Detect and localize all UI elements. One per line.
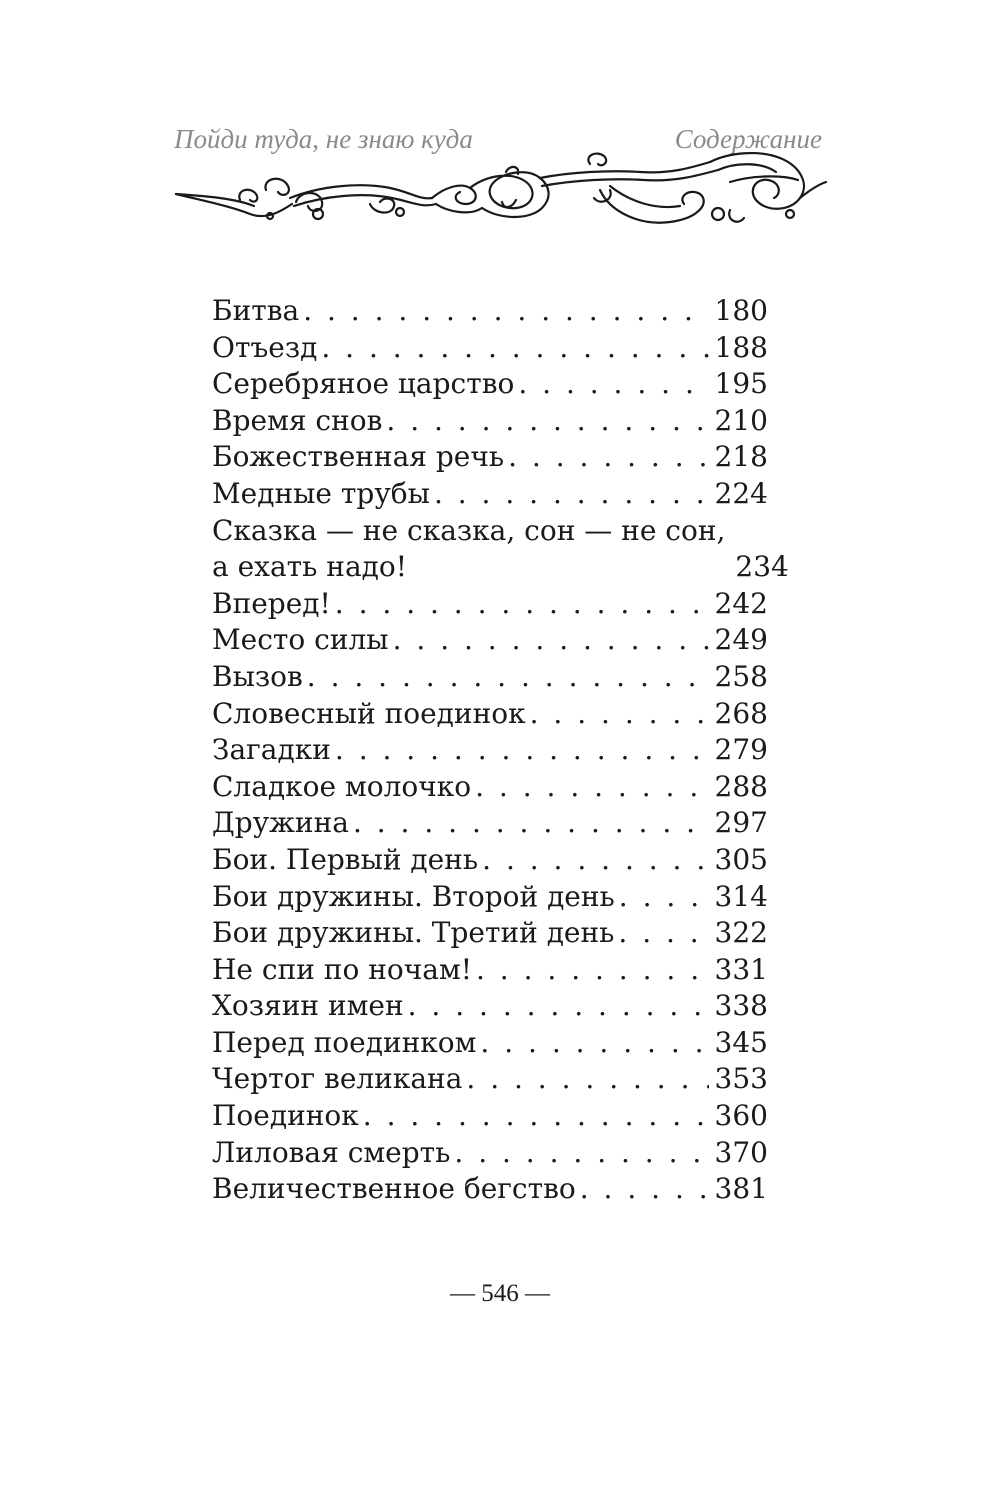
toc-entry[interactable] xyxy=(212,769,768,806)
page-number: — 546 — xyxy=(450,1280,550,1307)
toc-entry[interactable] xyxy=(212,1098,768,1135)
dot-leader xyxy=(482,842,708,879)
dot-leader xyxy=(508,439,708,476)
dot-leader xyxy=(618,915,708,952)
dot-leader xyxy=(619,879,709,916)
toc-entry[interactable] xyxy=(212,439,768,476)
toc-entry-title: Битва xyxy=(212,294,300,327)
toc-entry-title-line-2: а ехать надо! xyxy=(212,550,407,584)
toc-entry-title: Перед поединком xyxy=(212,1025,477,1059)
toc-entry-title: Сладкое молочко xyxy=(212,769,472,803)
toc-entry-title xyxy=(212,513,725,586)
toc-entry[interactable] xyxy=(212,732,768,769)
dot-leader xyxy=(393,622,709,659)
toc-entry-page: 279 xyxy=(714,733,768,767)
toc-entry[interactable] xyxy=(212,879,768,916)
toc-entry-page: 345 xyxy=(714,1025,768,1059)
dot-leader xyxy=(303,293,708,330)
toc-entry-title: Лиловая смерть xyxy=(212,1135,451,1169)
toc-entry[interactable] xyxy=(212,476,768,513)
toc-entry-page: 234 xyxy=(735,550,789,584)
toc-entry-title: Вперед! xyxy=(212,586,331,620)
dot-leader xyxy=(475,769,708,806)
dot-leader xyxy=(353,805,709,842)
toc-entry-page: 249 xyxy=(714,623,768,657)
toc-entry-page: 360 xyxy=(714,1099,768,1133)
dot-leader xyxy=(408,988,709,1025)
toc-entry-title: Величественное бегство xyxy=(212,1172,576,1206)
toc-entry-title: Серебряное царство xyxy=(212,367,515,401)
toc-entry-title: Чертог великана xyxy=(212,1062,463,1096)
toc-entry[interactable] xyxy=(212,586,768,623)
toc-entry-page: 180 xyxy=(714,294,768,327)
toc-entry-page: 370 xyxy=(714,1135,768,1169)
toc-entry-page: 210 xyxy=(714,403,768,437)
toc-entry[interactable] xyxy=(212,1135,768,1172)
dot-leader xyxy=(434,476,709,513)
toc-entry-page: 258 xyxy=(714,659,768,693)
dot-leader xyxy=(476,952,709,989)
toc-entry-page: 381 xyxy=(714,1172,768,1206)
toc-entry-title: Словесный поединок xyxy=(212,696,526,730)
toc-entry[interactable] xyxy=(212,915,768,952)
toc-entry-page: 195 xyxy=(714,367,768,401)
dot-leader xyxy=(518,366,708,403)
dot-leader xyxy=(480,1025,708,1062)
toc-entry[interactable] xyxy=(212,988,768,1025)
toc-entry-title: Дружина xyxy=(212,806,349,840)
toc-entry-title: Бои дружины. Третий день xyxy=(212,916,615,950)
dot-leader xyxy=(363,1098,709,1135)
dot-leader xyxy=(466,1061,708,1098)
toc-entry-title: Бои. Первый день xyxy=(212,842,479,876)
toc-entry-page: 331 xyxy=(714,952,768,986)
dot-leader xyxy=(321,330,708,367)
toc-entry[interactable] xyxy=(212,659,768,696)
toc-entry-title: Медные трубы xyxy=(212,476,430,510)
toc-entry-page: 224 xyxy=(714,476,768,510)
toc-entry[interactable] xyxy=(212,622,768,659)
toc-entry-page: 268 xyxy=(714,696,768,730)
toc-entry[interactable] xyxy=(212,513,789,586)
toc-entry-page: 305 xyxy=(714,842,768,876)
dot-leader xyxy=(454,1135,708,1172)
table-of-contents xyxy=(212,293,789,1208)
toc-entry[interactable] xyxy=(212,293,768,330)
toc-entry-page: 188 xyxy=(714,330,768,364)
toc-entry[interactable] xyxy=(212,366,768,403)
toc-entry-page: 338 xyxy=(714,989,768,1023)
toc-entry[interactable] xyxy=(212,403,768,440)
section-title: Содержание xyxy=(674,124,822,154)
dot-leader xyxy=(335,586,709,623)
toc-entry[interactable] xyxy=(212,805,768,842)
toc-entry-page: 242 xyxy=(714,586,768,620)
toc-entry[interactable] xyxy=(212,330,768,367)
toc-entry-page: 218 xyxy=(714,440,768,474)
toc-entry[interactable] xyxy=(212,1171,768,1208)
toc-entry-title: Загадки xyxy=(212,733,331,767)
toc-entry[interactable] xyxy=(212,1025,768,1062)
dot-leader xyxy=(530,696,709,733)
toc-entry-page: 353 xyxy=(714,1062,768,1096)
toc-entry-page: 288 xyxy=(714,769,768,803)
toc-entry-title: Божественная речь xyxy=(212,440,505,474)
book-title: Пойди туда, не знаю куда xyxy=(174,124,473,154)
toc-entry-page: 297 xyxy=(714,806,768,840)
dot-leader xyxy=(580,1171,709,1208)
toc-entry[interactable] xyxy=(212,696,768,733)
dot-leader xyxy=(307,659,709,696)
toc-entry-title: Не спи по ночам! xyxy=(212,952,472,986)
dot-leader xyxy=(386,403,708,440)
toc-entry-title: Поединок xyxy=(212,1099,359,1133)
toc-entry-title: Вызов xyxy=(212,659,303,693)
toc-entry-page: 314 xyxy=(714,879,768,913)
running-header xyxy=(170,118,830,228)
dot-leader xyxy=(335,732,709,769)
toc-entry-title-line-1: Сказка — не сказка, сон — не сон, xyxy=(212,513,726,547)
toc-entry-title: Бои дружины. Второй день xyxy=(212,879,615,913)
toc-entry-title: Время снов xyxy=(212,403,383,437)
toc-entry-title: Хозяин имен xyxy=(212,989,404,1023)
toc-entry-title: Отъезд xyxy=(212,330,318,364)
toc-entry[interactable] xyxy=(212,1061,768,1098)
toc-entry-title: Место силы xyxy=(212,623,389,657)
toc-entry[interactable] xyxy=(212,952,768,989)
ornament-flourish-icon xyxy=(170,142,830,238)
toc-entry-page: 322 xyxy=(714,916,768,950)
toc-entry[interactable] xyxy=(212,842,768,879)
